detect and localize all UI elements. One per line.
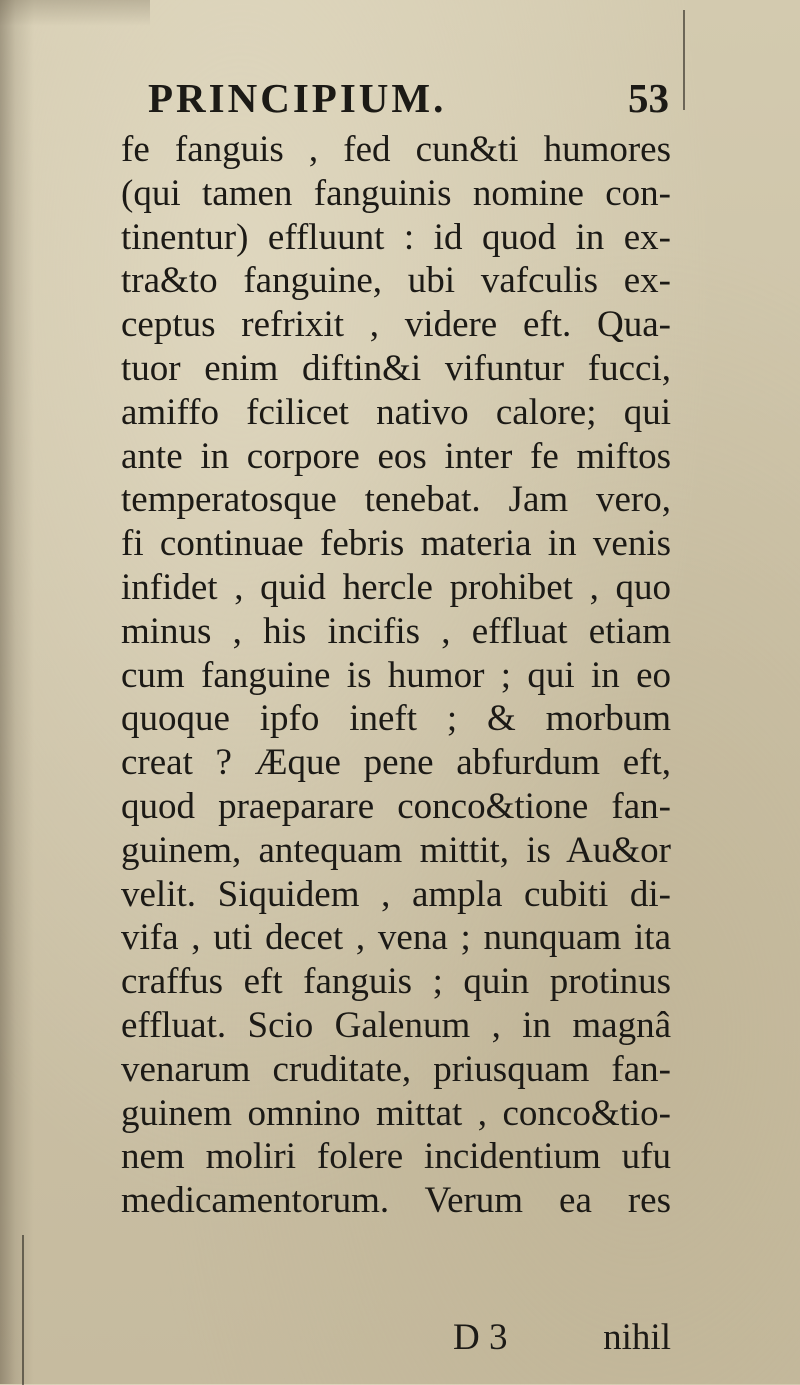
running-head-title: PRINCIPIUM. (148, 75, 447, 121)
text-line: guinem, antequam mittit, is Au&or (121, 829, 671, 871)
text-line: velit. Siquidem , ampla cubiti di- (121, 873, 671, 915)
page-number: 53 (628, 75, 669, 121)
text-line: venarum cruditate, priusquam fan- (121, 1048, 671, 1090)
text-line: infidet , quid hercle prohibet , quo (121, 566, 671, 608)
text-line: effluat. Scio Galenum , in magnâ (121, 1004, 671, 1046)
text-line: vifa , uti decet , vena ; nunquam ita (121, 917, 671, 959)
text-line: ante in corpore eos inter fe miftos (121, 435, 671, 477)
text-line: nem moliri folere incidentium ufu (121, 1136, 671, 1178)
text-line: medicamentorum. Verum ea res (121, 1180, 671, 1222)
text-line: quoque ipfo ineft ; & morbum (121, 698, 671, 740)
text-line: guinem omnino mittat , conco&tio- (121, 1092, 671, 1134)
margin-rule (683, 10, 685, 110)
text-line: fi continuae febris materia in venis (121, 523, 671, 565)
text-line: tra&to fanguine, ubi vafculis ex- (121, 260, 671, 302)
page-edge-line (22, 1235, 24, 1385)
text-line: minus , his incifis , effluat etiam (121, 610, 671, 652)
gutter-shadow (0, 0, 34, 1384)
text-line: (qui tamen fanguinis nomine con- (121, 172, 671, 214)
body-text (121, 128, 671, 1223)
catchword: nihil (603, 1317, 671, 1358)
text-line: temperatosque tenebat. Jam vero, (121, 479, 671, 521)
text-line: tinentur) effluunt : id quod in ex- (121, 216, 671, 258)
text-line: craffus eft fanguis ; quin protinus (121, 961, 671, 1003)
text-line: amiffo fcilicet nativo calore; qui (121, 391, 671, 433)
text-line: cum fanguine is humor ; qui in eo (121, 654, 671, 696)
text-line: quod praeparare conco&tione fan- (121, 785, 671, 827)
text-line: creat ? Æque pene abfurdum eft, (121, 742, 671, 784)
text-line: fe fanguis , fed cun&ti humores (121, 129, 671, 170)
signature-mark: D 3 (453, 1317, 508, 1358)
footer-row (121, 1315, 671, 1361)
text-line: ceptus refrixit , videre eft. Qua- (121, 304, 671, 346)
top-smudge (0, 0, 150, 26)
text-line: tuor enim diftin&i vifuntur fucci, (121, 347, 671, 389)
